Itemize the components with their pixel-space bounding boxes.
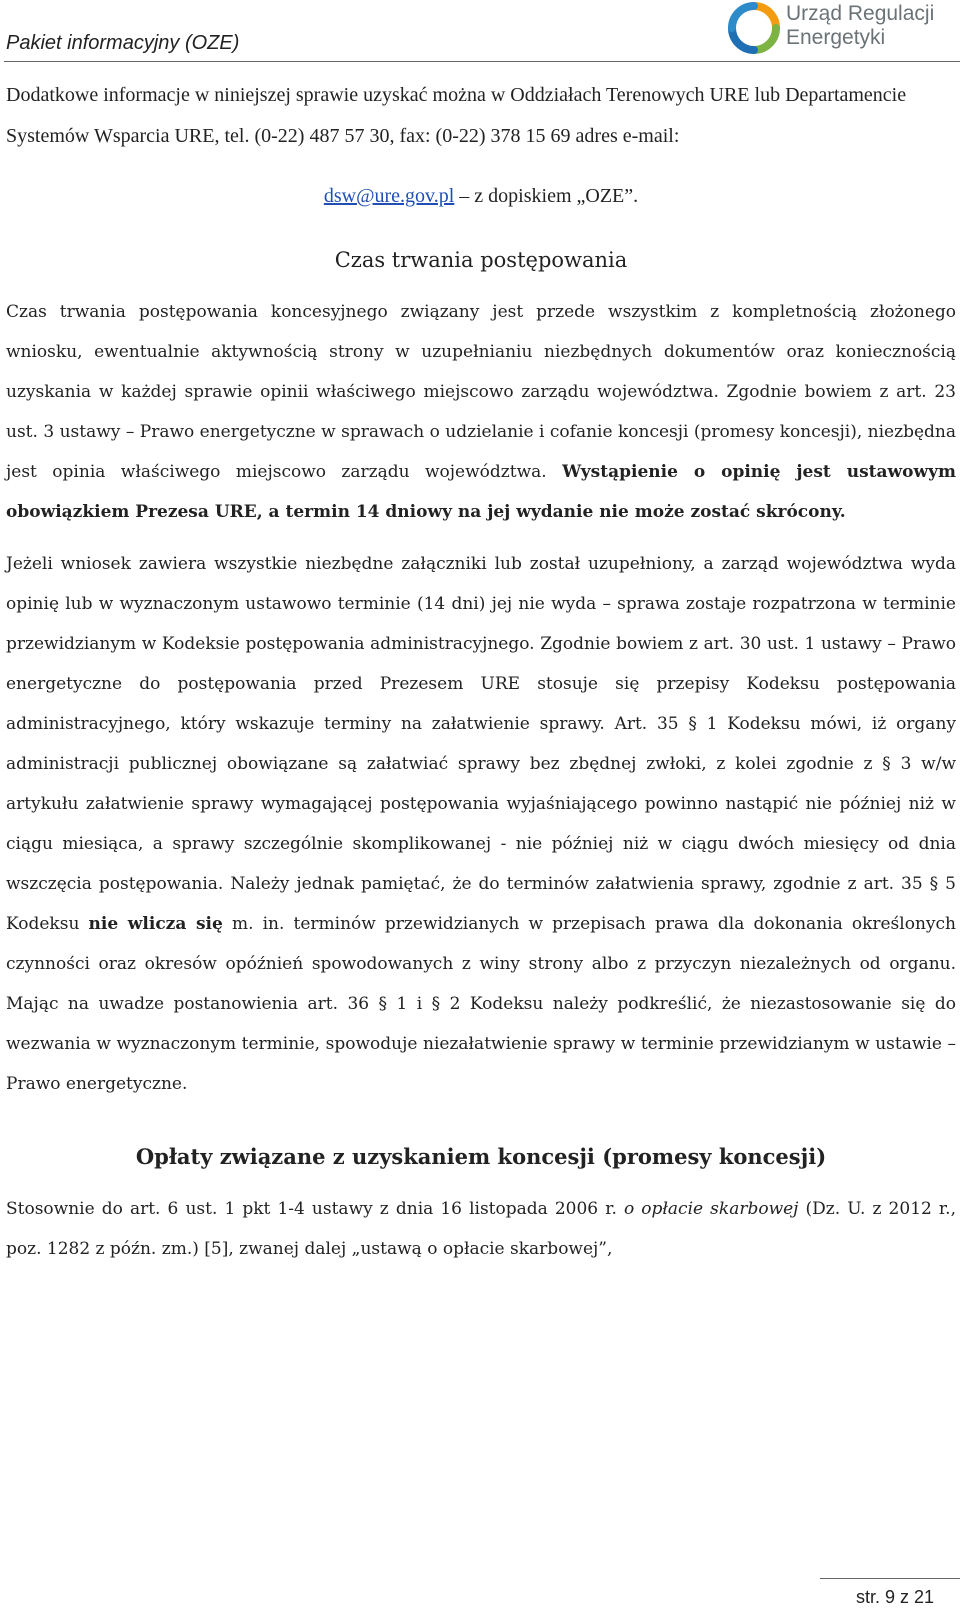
document-title: Pakiet informacyjny (OZE) <box>6 32 240 54</box>
email-link[interactable]: dsw@ure.gov.pl <box>323 185 455 207</box>
paragraph-fees <box>6 1189 956 1269</box>
paragraph-italic: o opłacie skarbowej <box>623 1199 799 1219</box>
email-line <box>6 185 956 208</box>
paragraph-bold: Wystąpienie o opinię jest ustawowym obowiązkiem Prezesa URE, a termin 14 dniowy na jej wydanie nie może zostać skrócony. <box>6 462 956 522</box>
logo-text <box>786 2 934 50</box>
section-heading-duration: Czas trwania postępowania <box>334 248 628 272</box>
paragraph-duration-1 <box>6 292 956 532</box>
paragraph-text: (Dz. U. z 2012 r., poz. 1282 z późn. zm.) [5], zwanej dalej „ustawą o opłacie skarbowej”, <box>6 1199 956 1259</box>
paragraph-text: Stosownie do art. 6 ust. 1 pkt 1-4 ustawy z dnia 16 listopada 2006 r. <box>6 1199 624 1219</box>
page-content <box>6 75 956 1269</box>
paragraph-text: m. in. terminów przewidzianych w przepisach prawa dla dokonania określonych czynności oraz okresów opóźnień spowodowanych z winy strony albo z przyczyn niezależnych od organu. Mając na uwadze postanowienia art. 36 § 1 i § 2 Kodeksu należy podkreślić, że niezastosowanie się do wezwania w wyznaczonym terminie, spowoduje niezałatwienie sprawy w terminie przewidzianym w ustawie – Prawo energetyczne. <box>6 914 956 1094</box>
header-divider <box>4 61 960 62</box>
ure-logo-icon <box>728 2 780 54</box>
page-header <box>0 0 960 62</box>
logo-line-1: Urząd Regulacji <box>786 2 935 25</box>
logo-line-2: Energetyki <box>786 26 886 49</box>
footer-divider <box>820 1578 960 1579</box>
paragraph-duration-2 <box>6 544 956 1104</box>
paragraph-text: Czas trwania postępowania koncesyjnego związany jest przede wszystkim z kompletnością złożonego wniosku, ewentualnie aktywnością strony w uzupełnianiu niezbędnych dokumentów oraz koniecznością uzyskania w każdej sprawie opinii właściwego miejscowo zarządu województwa. Zgodnie bowiem z art. 23 ust. 3 ustawy – Prawo energetyczne w sprawach o udzielanie i cofanie koncesji (promesy koncesji), niezbędna jest opinia właściwego miejscowo zarządu województwa. <box>6 302 956 482</box>
intro-paragraph: Dodatkowe informacje w niniejszej sprawie uzyskać można w Oddziałach Terenowych URE lub Departamencie Systemów Wsparcia URE, tel. (0-22) 487 57 30, fax: (0-22) 378 15 69 adres e-mail: <box>6 84 907 147</box>
ure-logo <box>728 0 960 56</box>
paragraph-bold: nie wlicza się <box>88 914 223 934</box>
paragraph-text: Jeżeli wniosek zawiera wszystkie niezbędne załączniki lub został uzupełniony, a zarząd województwa wyda opinię lub w wyznaczonym ustawowo terminie (14 dni) jej nie wyda – sprawa zostaje rozpatrzona w terminie przewidzianym w Kodeksie postępowania administracyjnego. Zgodnie bowiem z art. 30 ust. 1 ustawy – Prawo energetyczne do postępowania przed Prezesem URE stosuje się przepisy Kodeksu postępowania administracyjnego, który wskazuje terminy na załatwienie sprawy. Art. 35 § 1 Kodeksu mówi, iż organy administracji publicznej obowiązane są załatwiać sprawy bez zbędnej zwłoki, z kolei zgodnie z § 3 w/w artykułu załatwienie sprawy wymagającej postępowania wyjaśniającego powinno nastąpić nie później niż w ciągu miesiąca, a sprawy szczególnie skomplikowanej - nie później niż w ciągu dwóch miesięcy od dnia wszczęcia postępowania. Należy jednak pamiętać, że do terminów załatwienia sprawy, zgodnie z art. 35 § 5 Kodeksu <box>6 554 956 934</box>
email-suffix: – z dopiskiem „OZE”. <box>454 185 639 207</box>
section-heading-fees: Opłaty związane z uzyskaniem koncesji (promesy koncesji) <box>135 1144 827 1169</box>
page-number: str. 9 z 21 <box>855 1587 934 1607</box>
